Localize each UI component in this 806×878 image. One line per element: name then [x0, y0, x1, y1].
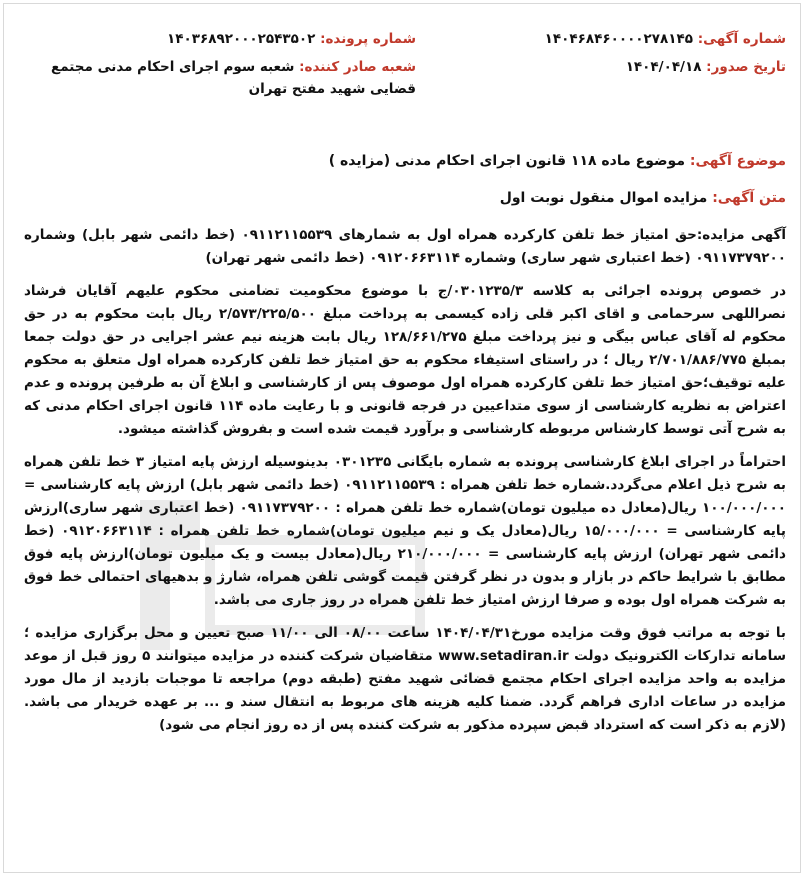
paragraph-expert-valuation: احتراماً در اجرای ابلاغ کارشناسی پرونده به شماره بایگانی ۰۳۰۱۲۳۵ بدینوسیله ارزش پایه امتیاز ۳ خط تلفن همراه به شرح ذیل اعلام می‌گردد.شماره خط تلفن همراه : ۰۹۱۱۲۱۱۵۵۳۹ (خط دائمی شهر بابل) ارزش پایه کارشناسی = ۱۰۰/۰۰۰/۰۰۰ ریال(معادل ده میلیون تومان)شماره خط تلفن همراه : ۰۹۱۱۷۳۷۹۲۰۰ (خط اعتباری شهر ساری)ارزش پایه کارشناسی = ۱۵/۰۰۰/۰۰۰ ریال(معادل یک و نیم میلیون تومان)شماره خط تلفن همراه : ۰۹۱۲۰۶۶۳۱۱۴ (خط دائمی شهر تهران) ارزش پایه کارشناسی = ۲۱۰/۰۰۰/۰۰۰ ریال(معادل بیست و یک میلیون تومان)ارزش پایه فوق مطابق با شرایط حاکم در بازار و بدون در نظر گرفتن قیمت گوشی تلفن همراه، شارژ و بدهیهای احتمالی خط فوق به شرکت همراه اول بوده و صرفا ارزش امتیاز خط تلفن همراه در روز جاری می باشد. [24, 454, 787, 608]
paragraph-auction-schedule: با توجه به مراتب فوق وقت مزایده مورخ۱۴۰۴/۰۴/۳۱ ساعت ۰۸/۰۰ الی ۱۱/۰۰ صبح تعیین و محل برگزاری مزایده ؛سامانه تدارکات الکترونیک دولت www.setadiran.ir متقاضیان شرکت کننده در مزایده میتوانند ۵ روز قبل از موعد مزایده به واحد مزایده اجرای احکام مجتمع قضائی شهید مفتح (طبقه دوم) مراجعه تا موجبات بازدید از مال مورد مزایده در ساعات اداری فراهم گردد. ضمنا کلیه هزینه های مربوط به انتقال سند و ... بر عهده خریدار می باشد.(لازم به ذکر است که استرداد قبض سپرده مذکور به شرکت کننده پس از ده روز انجام می شود) [24, 625, 786, 733]
issuing-branch: شعبه صادر کننده: شعبه سوم اجرای احکام مدنی مجتمع قضایی شهید مفتح تهران [51, 59, 416, 97]
header-row-1 [24, 28, 786, 56]
issue-date: تاریخ صدور: ۱۴۰۴/۰۴/۱۸ [625, 59, 786, 75]
notice-text-heading: متن آگهی: مزایده اموال منقول نوبت اول [499, 190, 786, 206]
file-number: شماره پرونده: ۱۴۰۳۶۸۹۲۰۰۰۲۵۴۳۵۰۲ [167, 31, 416, 47]
paragraph-case-details: در خصوص پرونده اجرائی به کلاسه ۰۳۰۱۲۳۵/۳/ج با موضوع محکومیت تضامنی محکوم علیهم آقایان فرشاد نصراللهی سرحمامی و اقای اکبر قلی زاده کیسمی به پرداخت مبلغ ۲/۵۷۳/۲۲۵/۵۰۰ ریال بابت محکوم به در حق محکوم له آقای عباس بیگی و نیز پرداخت مبلغ ۱۲۸/۶۶۱/۲۷۵ ریال بابت هزینه نیم عشر اجرایی در حق دولت جمعا بمبلغ ۲/۷۰۱/۸۸۶/۷۷۵ ریال ؛ در راستای استیفاء محکوم به حق امتیاز خط تلفن کارکرده همراه اول متعلق به محکوم علیه توقیف؛حق امتیاز خط تلفن کارکرده همراه اول موصوف پس از کارشناسی و ابلاغ آن به طرفین پرونده و عدم اعتراض به نظریه کارشناسی از سوی متداعیین در فرجه قانونی و با رعایت ماده ۱۱۴ قانون اجرای احکام مدنی که به شرح آتی توسط کارشناس مربوطه کارشناسی و برآورد قیمت شده است و بفروش گذاشته میشود. [24, 283, 786, 437]
notice-subject: موضوع آگهی: موضوع ماده ۱۱۸ قانون اجرای احکام مدنی (مزایده ) [328, 153, 786, 169]
auction-notice [24, 28, 786, 737]
header-row-2 [24, 56, 786, 142]
notice-number: شماره آگهی: ۱۴۰۴۶۸۴۶۰۰۰۰۲۷۸۱۴۵ [544, 31, 786, 47]
paragraph-auction-item: آگهی مزایده:حق امتیاز خط تلفن کارکرده همراه اول به شمارهای ۰۹۱۱۲۱۱۵۵۳۹ (خط دائمی شهر بابل) وشماره ۰۹۱۱۷۳۷۹۲۰۰ (خط اعتباری شهر ساری) وشماره ۰۹۱۲۰۶۶۳۱۱۴ (خط دائمی شهر تهران) [24, 227, 787, 266]
